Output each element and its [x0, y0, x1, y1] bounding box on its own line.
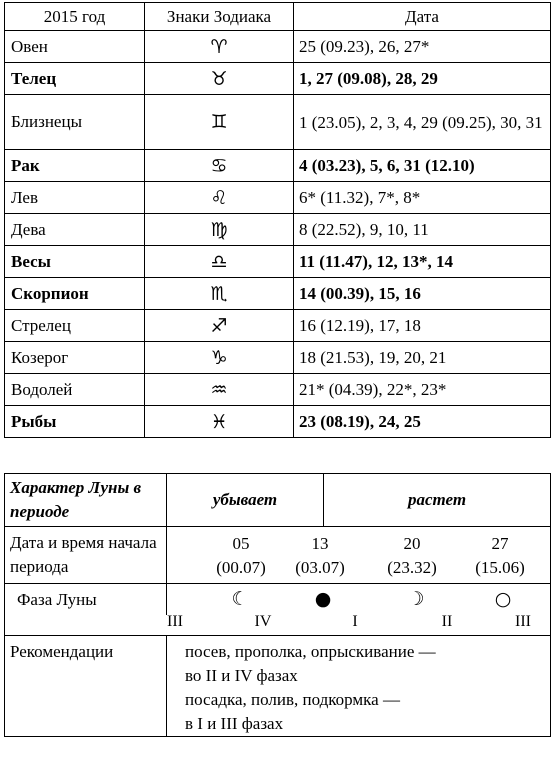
waxing-crescent-icon: ☽ [407, 588, 425, 610]
zodiac-row [5, 342, 551, 374]
zodiac-dates: 4 (03.23), 5, 6, 31 (12.10) [294, 150, 551, 182]
zodiac-header-row [5, 3, 551, 31]
moon-period [475, 532, 525, 580]
zodiac-row [5, 150, 551, 182]
moon-quarter-number: III [167, 613, 183, 630]
waning-label: убывает [167, 474, 324, 527]
gemini-icon: ♊︎ [145, 95, 294, 150]
zodiac-table [4, 2, 551, 438]
zodiac-name: Близнецы [5, 95, 145, 150]
zodiac-name: Весы [5, 246, 145, 278]
zodiac-dates: 6* (11.32), 7*, 8* [294, 182, 551, 214]
zodiac-name: Козерог [5, 342, 145, 374]
zodiac-name: Стрелец [5, 310, 145, 342]
zodiac-dates: 18 (21.53), 19, 20, 21 [294, 342, 551, 374]
full-moon-icon: ○ [494, 588, 512, 610]
zodiac-row [5, 95, 551, 150]
zodiac-dates: 25 (09.23), 26, 27* [294, 31, 551, 63]
aries-icon: ♈︎ [145, 31, 294, 63]
moon-datetime-label: Дата и время начала периода [5, 527, 167, 584]
zodiac-dates: 23 (08.19), 24, 25 [294, 406, 551, 438]
zodiac-row [5, 246, 551, 278]
zodiac-dates: 14 (00.39), 15, 16 [294, 278, 551, 310]
moon-datetime-row [5, 527, 551, 584]
capricorn-icon: ♑︎ [145, 342, 294, 374]
zodiac-name: Рыбы [5, 406, 145, 438]
recommendation-line: посев, прополка, опрыскивание — [185, 642, 436, 661]
zodiac-row [5, 278, 551, 310]
moon-character-label: Характер Луны в периоде [5, 474, 167, 527]
zodiac-dates: 1, 27 (09.08), 28, 29 [294, 63, 551, 95]
moon-period-time: (00.07) [216, 558, 266, 577]
new-moon-icon: ● [314, 588, 332, 610]
moon-phase-cell [167, 584, 551, 616]
zodiac-body [5, 31, 551, 438]
zodiac-row [5, 214, 551, 246]
zodiac-row [5, 31, 551, 63]
zodiac-name: Водолей [5, 374, 145, 406]
zodiac-row [5, 310, 551, 342]
moon-phase-row [5, 584, 551, 616]
moon-recommendations-row [5, 636, 551, 737]
moon-period-time: (03.07) [295, 558, 345, 577]
recommendation-line: во II и IV фазах [185, 666, 298, 685]
pisces-icon: ♓︎ [145, 406, 294, 438]
moon-period-time: (15.06) [475, 558, 525, 577]
moon-period-day: 13 [311, 534, 329, 553]
moon-quarter-number: III [515, 613, 531, 630]
moon-period-day: 20 [403, 534, 421, 553]
header-dates: Дата [294, 3, 551, 31]
zodiac-dates: 16 (12.19), 17, 18 [294, 310, 551, 342]
recommendations-label: Рекомендации [5, 636, 167, 737]
libra-icon: ♎︎ [145, 246, 294, 278]
moon-period-time: (23.32) [387, 558, 437, 577]
zodiac-dates: 1 (23.05), 2, 3, 4, 29 (09.25), 30, 31 [294, 95, 551, 150]
scorpio-icon: ♏︎ [145, 278, 294, 310]
zodiac-name: Дева [5, 214, 145, 246]
waning-crescent-icon: ☾ [231, 588, 249, 610]
zodiac-name: Лев [5, 182, 145, 214]
moon-periods-cell [167, 527, 551, 584]
moon-quarter-number: I [352, 613, 358, 630]
recommendation-line: в I и III фазах [185, 714, 284, 733]
zodiac-name: Рак [5, 150, 145, 182]
header-year: 2015 год [5, 3, 145, 31]
zodiac-row [5, 63, 551, 95]
moon-quarter-row [5, 615, 551, 636]
zodiac-row [5, 374, 551, 406]
zodiac-row [5, 406, 551, 438]
moon-character-row [5, 474, 551, 527]
sagittarius-icon: ♐︎ [145, 310, 294, 342]
leo-icon: ♌︎ [145, 182, 294, 214]
zodiac-name: Телец [5, 63, 145, 95]
moon-period-day: 27 [491, 534, 509, 553]
recommendations-text [167, 636, 551, 737]
zodiac-name: Овен [5, 31, 145, 63]
moon-quarter-number: IV [254, 613, 272, 630]
virgo-icon: ♍︎ [145, 214, 294, 246]
moon-period [387, 532, 437, 580]
moon-period [295, 532, 345, 580]
moon-period-day: 05 [232, 534, 250, 553]
taurus-icon: ♉︎ [145, 63, 294, 95]
zodiac-name: Скорпион [5, 278, 145, 310]
moon-quarter-number: II [441, 613, 453, 630]
zodiac-dates: 8 (22.52), 9, 10, 11 [294, 214, 551, 246]
moon-quarter-cell [5, 615, 551, 636]
zodiac-row [5, 182, 551, 214]
zodiac-dates: 21* (04.39), 22*, 23* [294, 374, 551, 406]
cancer-icon: ♋︎ [145, 150, 294, 182]
moon-phase-label: Фаза Луны [5, 584, 167, 616]
header-signs: Знаки Зодиака [145, 3, 294, 31]
moon-period [216, 532, 266, 580]
waxing-label: растет [324, 474, 551, 527]
moon-table [4, 473, 551, 737]
recommendation-line: посадка, полив, подкормка — [185, 690, 400, 709]
aquarius-icon: ♒︎ [145, 374, 294, 406]
zodiac-dates: 11 (11.47), 12, 13*, 14 [294, 246, 551, 278]
